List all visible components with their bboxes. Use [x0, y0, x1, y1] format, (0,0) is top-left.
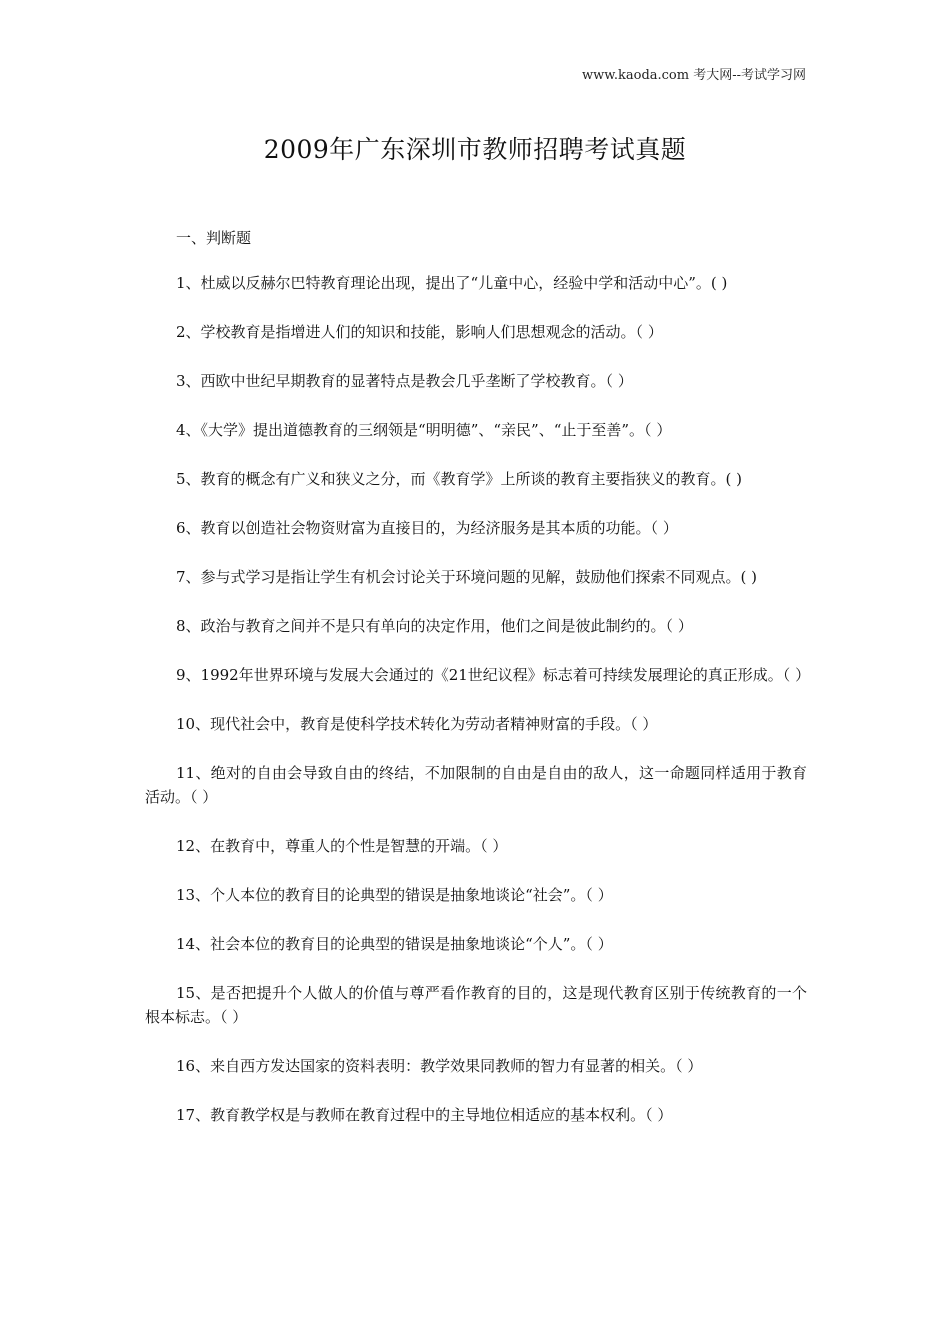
question-item-11: 11、绝对的自由会导致自由的终结，不加限制的自由是自由的敌人，这一命题同样适用于教育活动。（ ） — [145, 764, 807, 806]
question-list — [145, 226, 811, 1152]
question-item-5: 5、教育的概念有广义和狭义之分，而《教育学》上所谈的教育主要指狭义的教育。( ) — [176, 470, 743, 488]
page-title: 2009年广东深圳市教师招聘考试真题 — [263, 135, 687, 164]
question-item-13: 13、个人本位的教育目的论典型的错误是抽象地谈论“社会”。（ ） — [176, 886, 613, 904]
question-item-16: 16、来自西方发达国家的资料表明：教学效果同教师的智力有显著的相关。（ ） — [176, 1057, 703, 1075]
question-item-9: 9、1992年世界环境与发展大会通过的《21世纪议程》标志着可持续发展理论的真正形成。（ ） — [176, 666, 811, 684]
question-item-2: 2、学校教育是指增进人们的知识和技能，影响人们思想观念的活动。（ ） — [176, 323, 663, 341]
question-item-3: 3、西欧中世纪早期教育的显著特点是教会几乎垄断了学校教育。（ ） — [176, 372, 633, 390]
question-item-8: 8、政治与教育之间并不是只有单向的决定作用，他们之间是彼此制约的。（ ） — [176, 617, 693, 635]
question-item-14: 14、社会本位的教育目的论典型的错误是抽象地谈论“个人”。（ ） — [176, 935, 613, 953]
question-item-17: 17、教育教学权是与教师在教育过程中的主导地位相适应的基本权利。（ ） — [176, 1106, 673, 1124]
question-item-7: 7、参与式学习是指让学生有机会讨论关于环境问题的见解，鼓励他们探索不同观点。( ) — [176, 568, 758, 586]
question-item-6: 6、教育以创造社会物资财富为直接目的，为经济服务是其本质的功能。（ ） — [176, 519, 678, 537]
question-item-10: 10、现代社会中，教育是使科学技术转化为劳动者精神财富的手段。（ ） — [176, 715, 658, 733]
question-item-1: 1、杜威以反赫尔巴特教育理论出现，提出了“儿童中心，经验中学和活动中心”。( ) — [176, 274, 728, 292]
question-item-15: 15、是否把提升个人做人的价值与尊严看作教育的目的，这是现代教育区别于传统教育的一个根本标志。（ ） — [145, 984, 807, 1026]
question-item-4: 4、《大学》提出道德教育的三纲领是“明明德”、“亲民”、“止于至善”。（ ） — [176, 421, 672, 439]
question-item-12: 12、在教育中，尊重人的个性是智慧的开端。（ ） — [176, 837, 508, 855]
section-heading: 一、判断题 — [176, 229, 252, 247]
header-source-note: www.kaoda.com 考大网--考试学习网 — [582, 68, 806, 83]
